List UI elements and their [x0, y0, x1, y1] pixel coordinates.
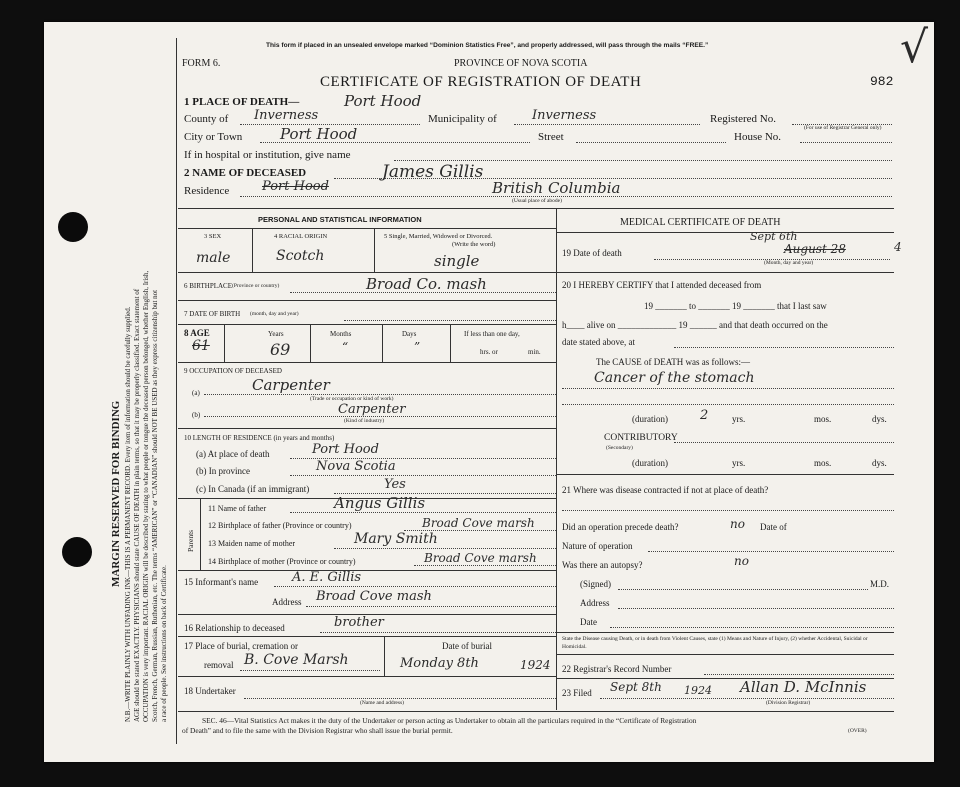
county: Inverness [254, 108, 319, 123]
margin-note-1: N.B.—WRITE PLAINLY WITH UNFADING INK—THIS IS A PERMANENT RECORD. Every item of information should be carefully supplied. [124, 306, 132, 722]
cause-label: The CAUSE of DEATH was as follows:— [596, 357, 750, 367]
mother-label: 13 Maiden name of mother [208, 539, 296, 548]
operation-date-label: Date of [760, 522, 787, 532]
city-label: City or Town [184, 131, 243, 143]
age-months: “ [342, 340, 349, 354]
binding-label: MARGIN RESERVED FOR BINDING [110, 400, 122, 587]
racial-label: 4 RACIAL ORIGIN [274, 233, 328, 240]
sex-label: 3 SEX [204, 233, 222, 240]
occupation-a-label: (a) [192, 389, 200, 397]
parents-label: Parents [186, 529, 195, 552]
informant: A. E. Gillis [292, 570, 362, 585]
municipality: Inverness [532, 108, 597, 123]
doctor-date-label: Date [580, 617, 597, 627]
margin-divider [176, 38, 177, 744]
personal-heading: PERSONAL AND STATISTICAL INFORMATION [258, 215, 422, 224]
registrar-note: (Division Registrar) [766, 700, 811, 706]
county-label: County of [184, 113, 229, 125]
check-mark: √ [900, 22, 929, 73]
mother-birthplace: Broad Cove marsh [424, 551, 537, 565]
contrib-yrs-label: yrs. [732, 458, 746, 468]
secondary-note: (Secondary) [606, 445, 633, 451]
residence-struck: Port Hood [262, 179, 329, 194]
marital-status: single [434, 252, 480, 270]
doctor-address-label: Address [580, 598, 610, 608]
birthplace-note: (Province or country) [232, 283, 280, 289]
father-birthplace-label: 12 Birthplace of father (Province or country) [208, 521, 352, 530]
mother-name: Mary Smith [354, 531, 438, 547]
birthplace-label: 6 BIRTHPLACE [184, 282, 232, 290]
death-certificate [44, 22, 934, 762]
at-place-label: (a) At place of death [196, 449, 270, 459]
contrib-dys-label: dys. [872, 458, 887, 468]
age-days: ” [414, 340, 421, 354]
marital-label: 5 Single, Married, Widowed or Divorced. [384, 233, 493, 240]
violent-causes-note: State the Disease causing Death, or in death from Violent Causes, state (1) Means and Nature of Injury, (2) whether Accidental, Suicidal or Homicidal. [562, 636, 868, 650]
duration-label: (duration) [632, 414, 668, 424]
informant-address-label: Address [272, 597, 302, 607]
racial-origin: Scotch [276, 248, 325, 264]
cause-of-death: Cancer of the stomach [594, 370, 755, 386]
autopsy: no [734, 554, 749, 568]
street-label: Street [538, 131, 564, 143]
operation: no [730, 517, 745, 531]
stamp-number: 982 [870, 74, 894, 89]
less-than-day-label: If less than one day, [464, 330, 520, 338]
margin-note-5: a race of people. See instructions on back of Certificate. [160, 565, 168, 722]
binding-margin [44, 22, 178, 762]
deceased-name-label: 2 NAME OF DECEASED [184, 167, 307, 179]
dob-note: (month, day and year) [250, 311, 299, 317]
residence-note: (Usual place of abode) [512, 198, 562, 204]
burial-date-label: Date of burial [442, 641, 492, 651]
burial-place: B. Cove Marsh [244, 652, 349, 668]
dob-label: 7 DATE OF BIRTH [184, 310, 241, 318]
alive-on: h____ alive on _____________ 19 ______ and that death occurred on the [562, 320, 828, 330]
in-canada: Yes [384, 477, 406, 492]
at-place: Port Hood [312, 442, 379, 457]
removal-label: removal [204, 660, 234, 670]
date-of-death-struck: August 28 [784, 242, 846, 256]
father-name: Angus Gillis [334, 494, 426, 512]
punch-hole-top [58, 212, 88, 242]
contracted-label: 21 Where was disease contracted if not at place of death? [562, 485, 769, 495]
min-label: min. [528, 348, 541, 356]
mos-label: mos. [814, 414, 832, 424]
date-of-death-year: 4 [894, 240, 902, 254]
relationship-label: 16 Relationship to deceased [184, 623, 285, 633]
registered-no-label: Registered No. [710, 113, 776, 125]
marital-note: (Write the word) [452, 241, 496, 248]
undertaker-label: 18 Undertaker [184, 686, 236, 696]
form-number: FORM 6. [182, 58, 221, 69]
contrib-duration-label: (duration) [632, 458, 668, 468]
certify-label: 20 I HEREBY CERTIFY that I attended deceased from [562, 280, 762, 290]
informant-label: 15 Informant's name [184, 577, 259, 587]
sex: male [196, 250, 231, 266]
residence-length-label: 10 LENGTH OF RESIDENCE (in years and months) [184, 434, 335, 442]
burial-date: Monday 8th [400, 656, 479, 671]
father-label: 11 Name of father [208, 504, 267, 513]
contrib-mos-label: mos. [814, 458, 832, 468]
certificate-title: CERTIFICATE OF REGISTRATION OF DEATH [320, 74, 642, 90]
contributory-label: CONTRIBUTORY [604, 433, 678, 443]
margin-note-4: Scotch, French, German, Russian, Ruthenian, etc. The terms “AMERICAN” or “CANADIAN” should NOT BE USED as they express citizenship but not [151, 289, 159, 722]
md-label: M.D. [870, 579, 890, 589]
days-label: Days [402, 330, 417, 338]
record-number-label: 22 Registrar's Record Number [562, 664, 672, 674]
margin-note-3: OCCUPATION is very important. RACIAL ORIGIN will be described by stating to what people or tongue the deceased person belonged, whether English, Irish, [142, 270, 150, 722]
relationship: brother [334, 615, 384, 630]
age-struck: 61 [192, 338, 210, 354]
place-of-death: Port Hood [344, 92, 422, 110]
informant-address: Broad Cove mash [316, 589, 432, 604]
residence-label: Residence [184, 185, 230, 197]
filed-label: 23 Filed [562, 688, 592, 698]
mother-birthplace-label: 14 Birthplace of mother (Province or country) [208, 557, 356, 566]
operation-label: Did an operation precede death? [562, 522, 679, 532]
date-stated: date stated above, at [562, 337, 635, 347]
deceased-name: James Gillis [382, 162, 484, 182]
attended-dates: 19 _______ to _______ 19 _______ that I last saw [644, 301, 827, 311]
occupation-b-label: (b) [192, 411, 201, 419]
occupation-label: 9 OCCUPATION OF DECEASED [184, 367, 282, 375]
medical-heading: MEDICAL CERTIFICATE OF DEATH [620, 217, 781, 228]
nature-label: Nature of operation [562, 541, 633, 551]
in-province: Nova Scotia [316, 459, 396, 474]
registered-no-note: (For use of Registrar General only) [804, 125, 882, 131]
date-of-death-note: (Month, day and year) [764, 260, 814, 266]
signed-label: (Signed) [580, 579, 611, 589]
months-label: Months [330, 330, 352, 338]
age-years: 69 [270, 340, 291, 359]
hrs-label: hrs. or [480, 348, 498, 356]
date-of-death-top: Sept 6th [750, 230, 798, 243]
over-label: (OVER) [848, 728, 867, 734]
occupation-a: Carpenter [252, 376, 330, 394]
center-divider [556, 208, 557, 710]
hospital-label: If in hospital or institution, give name [184, 149, 351, 161]
filed-date: Sept 8th [610, 680, 662, 694]
age-label: 8 AGE [184, 328, 210, 338]
date-of-death-label: 19 Date of death [562, 248, 622, 258]
burial-place-label: 17 Place of burial, cremation or [184, 641, 298, 651]
footer-sec46: SEC. 46—Vital Statistics Act makes it the duty of the Undertaker or person acting as Undertaker to obtain all the particulars required in the “Certificate of Registration [202, 716, 697, 725]
house-no-label: House No. [734, 131, 782, 143]
occupation-b: Carpenter [338, 402, 406, 417]
father-birthplace: Broad Cove marsh [422, 516, 535, 530]
registrar-signature: Allan D. McInnis [740, 678, 867, 696]
undertaker-note: (Name and address) [360, 700, 404, 706]
dys-label: dys. [872, 414, 887, 424]
municipality-label: Municipality of [428, 113, 497, 125]
duration-years: 2 [700, 408, 709, 423]
city: Port Hood [280, 125, 358, 143]
in-province-label: (b) In province [196, 466, 250, 476]
margin-note-2: AGE should be stated EXACTLY. PHYSICIANS should state CAUSE OF DEATH in plain terms, so that it may be properly classified. Exact statement of [133, 288, 141, 722]
autopsy-label: Was there an autopsy? [562, 560, 643, 570]
in-canada-label: (c) In Canada (if an immigrant) [196, 484, 310, 494]
years-label: Years [268, 330, 284, 338]
place-of-death-label: 1 PLACE OF DEATH— [184, 96, 300, 108]
footer-sec46-cont: of Death” and to file the same with the Division Registrar who shall issue the burial permit. [182, 726, 453, 735]
residence: British Columbia [492, 179, 621, 197]
birthplace: Broad Co. mash [366, 275, 487, 293]
occupation-b-note: (Kind of industry) [344, 418, 385, 424]
yrs-label: yrs. [732, 414, 746, 424]
province: PROVINCE OF NOVA SCOTIA [454, 58, 588, 69]
filed-year: 1924 [684, 684, 712, 697]
mail-note: This form if placed in an unsealed envelope marked “Dominion Statistics Free”, and properly addressed, will pass through the mails “FREE.” [266, 42, 709, 49]
burial-year: 1924 [520, 658, 551, 672]
occupation-a-note: (Trade or occupation or kind of work) [310, 396, 394, 402]
punch-hole-bottom [62, 537, 92, 567]
